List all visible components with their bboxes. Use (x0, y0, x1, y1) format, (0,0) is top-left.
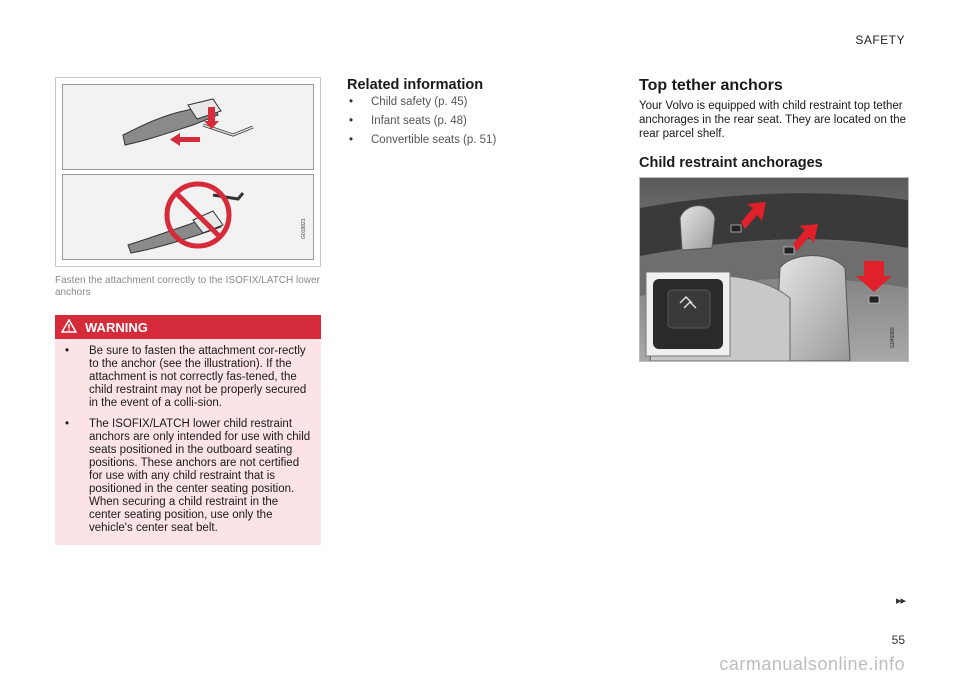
warning-item (63, 418, 311, 535)
warning-item-text: The ISOFIX/LATCH lower child restraint anchors are only intended for use with child seats positioned in the outboard seating positions. These anchors are not certified for use with any child restraint that is positioned in the center seating position. When securing a child restraint in the center seating position, use only the vehicle's center seat belt. (89, 418, 311, 534)
bullet-icon: • (349, 96, 354, 108)
photo-code: G045980 (890, 327, 896, 348)
left-column (55, 77, 321, 545)
correct-attachment-panel (62, 84, 314, 170)
related-link[interactable] (347, 115, 597, 128)
warning-item-text: Be sure to fasten the attachment cor-rectly to the anchor (see the illustration). If the attachment is not correctly fas-tened, the child restraint may not be properly secured in the event of a colli-sion. (89, 345, 307, 409)
anchorages-subtitle: Child restraint anchorages (639, 155, 823, 171)
right-column (639, 77, 909, 362)
top-tether-body: Your Volvo is equipped with child restraint top tether anchorages in the rear seat. They are located on the rear parcel shelf. (639, 100, 907, 140)
warning-box (55, 315, 321, 545)
warning-icon (61, 319, 77, 336)
rear-shelf-photo (639, 177, 909, 362)
related-link[interactable] (347, 96, 597, 109)
top-tether-title: Top tether anchors (639, 77, 783, 94)
related-link-text[interactable]: Convertible seats (p. 51) (371, 134, 497, 146)
related-link-text[interactable]: Infant seats (p. 48) (371, 115, 467, 127)
figure-caption: Fasten the attachment correctly to the ISOFIX/LATCH lower anchors (55, 275, 320, 298)
correct-attachment-drawing (63, 85, 315, 167)
warning-item (63, 345, 311, 410)
figure-code: G018821 (301, 218, 307, 239)
warning-title: WARNING (85, 319, 148, 335)
related-info-title: Related information (347, 77, 484, 93)
isofix-illustration (55, 77, 321, 267)
bullet-icon: • (65, 418, 70, 430)
related-link[interactable] (347, 134, 597, 147)
bullet-icon: • (65, 345, 70, 357)
bullet-icon: • (349, 134, 354, 146)
warning-header (55, 315, 321, 339)
watermark-logo: carmanualsonline.info (719, 654, 905, 674)
section-header: SAFETY (855, 33, 905, 47)
rear-shelf-drawing (640, 178, 908, 361)
middle-column (347, 77, 597, 153)
page-number: 55 (891, 633, 905, 647)
bullet-icon: • (349, 115, 354, 127)
next-page-icon[interactable]: ▸▸ (895, 595, 905, 607)
related-link-text[interactable]: Child safety (p. 45) (371, 96, 468, 108)
warning-body (55, 339, 321, 545)
incorrect-attachment-drawing (63, 175, 315, 257)
incorrect-attachment-panel (62, 174, 314, 260)
